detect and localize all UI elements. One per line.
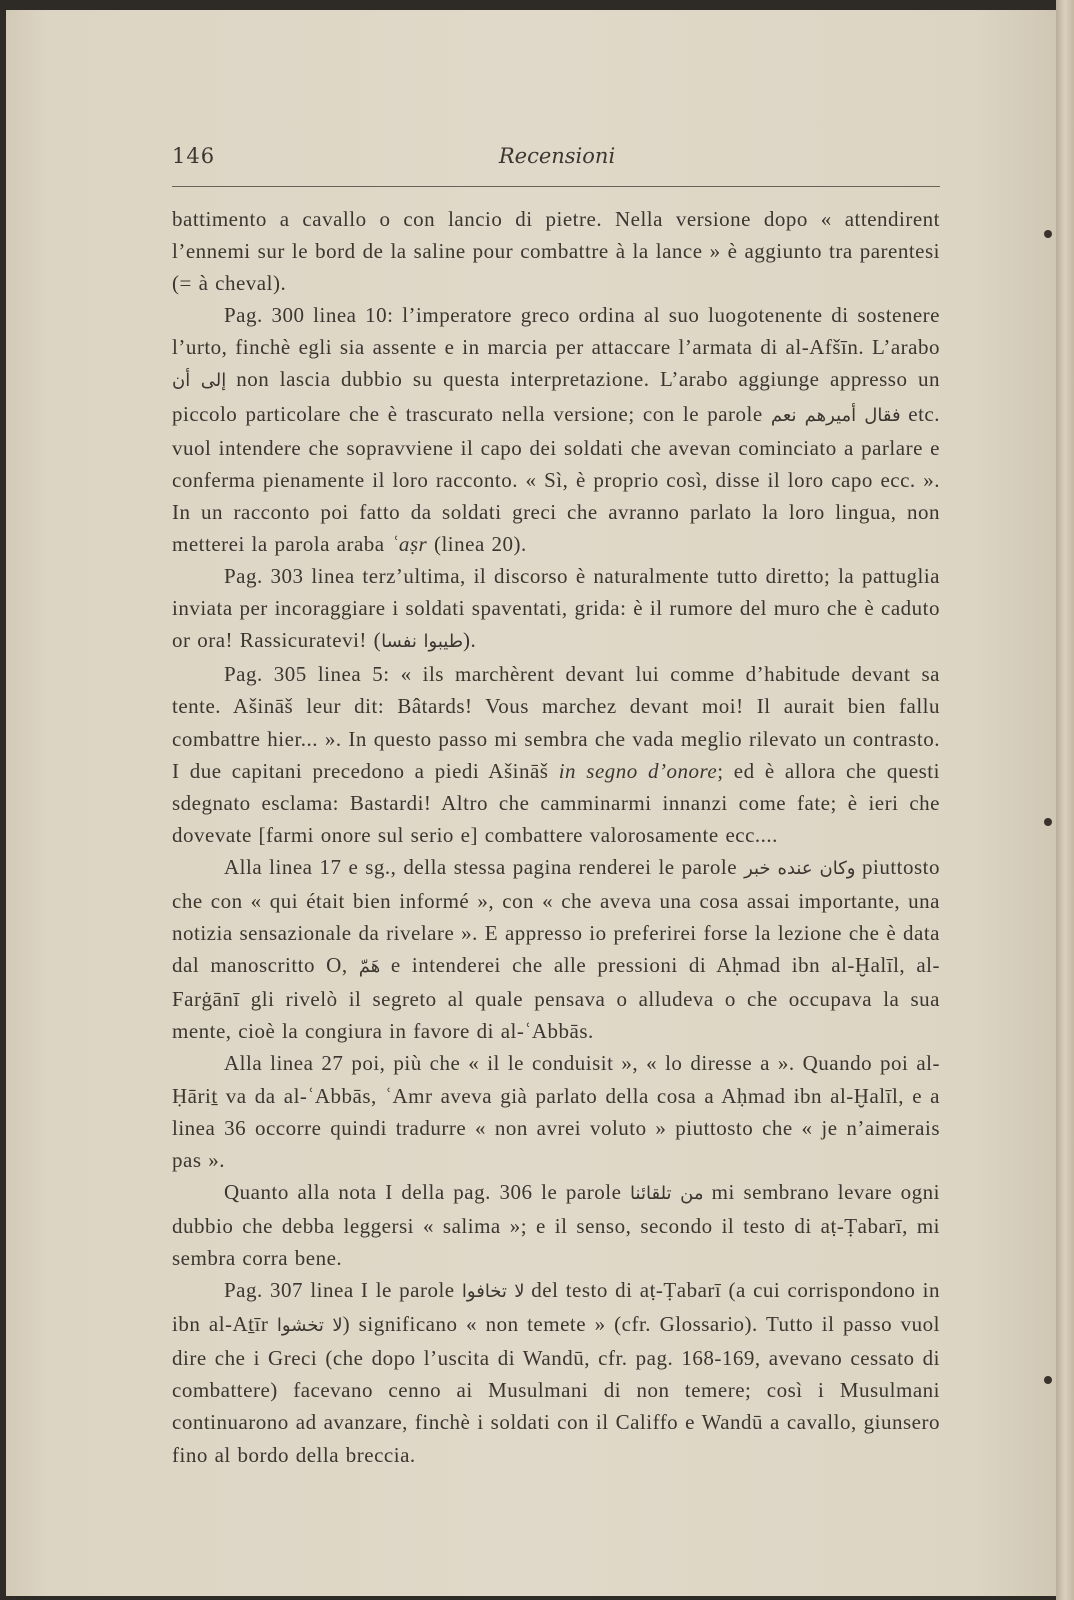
text-run: etc. vuol intendere che sopravviene il capo dei soldati che avevan cominciato a parlare e conferma pienamente il loro racconto. « Sì, è proprio così, disse il loro capo ecc. ». In un racconto poi fatto da soldati greci che avranno parlato la loro lingua, non metterei la parola araba	[172, 401, 940, 556]
text-run: Alla linea 27 poi, più che « il le conduisit », « lo diresse a ». Quando poi al-Ḥāriṯ va da al-ʿAbbās, ʿAmr aveva già parlato della cosa a Aḥmad ibn al-Ḫalīl, e a linea 36 occorre quindi tradurre « non avrei voluto » piuttosto che « je n’aimerais pas ».	[172, 1051, 940, 1172]
text-run: ) significano « non temete » (cfr. Glossario). Tutto il passo vuol dire che i Greci (che dopo l’uscita di Wandū, cfr. pag. 168-169, avevano cessato di combattere) facevano cenno ai Musulmani di non temere; così i Musulmani continuarono ad avanzare, finchè i soldati con il Califfo e Wandū a cavallo, giunsero fino al bordo della breccia.	[172, 1312, 940, 1467]
text-run: Pag. 305 linea 5: « ils marchèrent devant lui comme d’habitude devant sa tente. Ašināš leur dit: Bâtards! Vous marchez devant moi! Il aurait bien fallu combattre hier... ». In questo passo mi sembra che vada meglio rilevato un contrasto. I due capitani precedono a piedi Ašināš	[172, 662, 940, 783]
header-rule	[172, 186, 940, 187]
paragraph	[172, 1274, 940, 1471]
text-run: ; ed è allora che questi sdegnato esclama: Bastardi! Altro che camminarmi innanzi come fate; è ieri che dovevate [farmi onore sul serio e] combattere valorosamente ecc....	[172, 758, 940, 847]
text-run: e intenderei che alle pressioni di Aḥmad ibn al-Ḫalīl, al-Farġānī gli rivelò il segreto al quale pensava o alludeva o che occupava la sua mente, cioè la congiura in favore di al-ʿAbbās.	[172, 953, 940, 1044]
arabic-phrase: طيبوا نفسا	[381, 631, 464, 653]
paragraph	[172, 1047, 940, 1175]
edge-mark	[1044, 1376, 1052, 1384]
arabic-phrase: هَمّ	[358, 956, 381, 978]
arabic-phrase: لا تخشوا	[276, 1315, 343, 1337]
running-title: Recensioni	[498, 144, 616, 168]
paragraph	[172, 1176, 940, 1274]
running-head	[172, 144, 942, 174]
paragraph	[172, 203, 940, 299]
text-run: mi sembrano levare ogni dubbio che debba leggersi « salima »; e il senso, secondo il testo di aṭ-Ṭabarī, mi sembra corra bene.	[172, 1179, 940, 1270]
text-run: non lascia dubbio su questa interpretazione. L’arabo aggiunge appresso un piccolo particolare che è trascurato nella versione; con le parole	[172, 367, 940, 426]
arabic-phrase: وكان عنده خبر	[744, 857, 856, 879]
text-run: Quanto alla nota I della pag. 306 le parole	[224, 1179, 631, 1204]
edge-mark	[1044, 230, 1052, 238]
arabic-phrase: لا تخافوا	[461, 1281, 525, 1303]
text-run: ).	[463, 628, 477, 653]
paragraph	[172, 851, 940, 1048]
text-run: del testo di aṭ-Ṭabarī (a cui corrispondono in ibn al-Aṯīr	[172, 1278, 940, 1337]
text-run: (linea 20).	[427, 531, 527, 556]
arabic-phrase: فقال أميرهم نعم	[770, 404, 901, 426]
text-run: Alla linea 17 e sg., della stessa pagina renderei le parole	[224, 854, 745, 879]
text-run: Pag. 300 linea 10: l’imperatore greco ordina al suo luogotenente di sostenere l’urto, finchè egli sia assente e in marcia per attaccare l’armata di al-Afšīn. L’arabo	[172, 303, 940, 360]
arabic-phrase: إلى أن	[172, 370, 227, 392]
text-run: piuttosto che con « qui était bien informé », con « che aveva una cosa assai importante, una notizia sensazionale da rivelare ». E appresso io preferirei forse la lezione che è data dal manoscritto O,	[172, 854, 941, 978]
book-page	[6, 10, 1058, 1596]
page-number: 146	[172, 144, 216, 168]
text-run: Pag. 303 linea terz’ultima, il discorso è naturalmente tutto diretto; la pattuglia inviata per incoraggiare i soldati spaventati, grida: è il rumore del muro che è caduto or ora! Rassicuratevi! (	[172, 564, 940, 653]
text-run: battimento a cavallo o con lancio di pietre. Nella versione dopo « attendirent l’ennemi sur le bord de la saline pour combattre à la lance » è aggiunto tra parentesi (= à cheval).	[172, 207, 940, 296]
arabic-phrase: من تلقائنا	[630, 1182, 704, 1204]
page-edge-strip	[1056, 0, 1074, 1600]
text-run: Pag. 307 linea I le parole	[224, 1278, 462, 1303]
italic-phrase: in segno d’onore	[558, 758, 718, 783]
body-text	[172, 203, 940, 1471]
edge-mark	[1044, 818, 1052, 826]
italic-phrase: ʿaṣr	[391, 531, 428, 556]
paragraph	[172, 299, 940, 560]
paragraph	[172, 560, 940, 658]
paragraph	[172, 658, 940, 851]
